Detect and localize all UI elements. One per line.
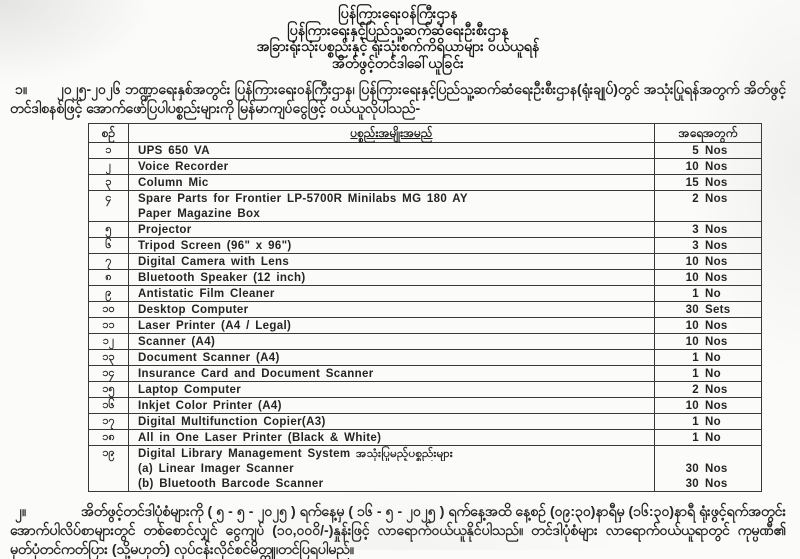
row-item-name: Bluetooth Speaker (12 inch) [129,270,655,286]
row-serial-number: ၃ [89,175,129,191]
table-row [89,318,762,334]
table-header-quantity: အရေအတွက် [655,124,762,143]
table-row [89,398,762,414]
table-row [89,302,762,318]
row-item-name: Laptop Computer [129,382,655,398]
title-line-purpose: အခြားရုံးသုံးပစ္စည်းနှင့် ရုံးသုံးစက်ကိရိယာများ ဝယ်ယူရန် [256,38,540,54]
title-line-department: ပြန်ကြားရေးနှင့်ပြည်သူ့ဆက်ဆံရေးဦးစီးဌာန [287,21,509,38]
row-quantity: 30 Nos 30 Nos [655,446,762,492]
row-quantity: 2 Nos [655,191,762,222]
row-serial-number: ၁၂ [89,334,129,350]
row-item-name: UPS 650 VA [129,143,655,159]
row-quantity: 1 No [655,366,762,382]
row-quantity: 10 Nos [655,159,762,175]
table-row [89,175,762,191]
row-quantity: 3 Nos [655,238,762,254]
row-quantity: 1 No [655,286,762,302]
row-serial-number: ၁၈ [89,430,129,446]
row-quantity: 2 Nos [655,382,762,398]
row-serial-number: ၆ [89,238,129,254]
row-serial-number: ၁၅ [89,382,129,398]
row-item-name: Inkjet Color Printer (A4) [129,398,655,414]
paragraph-1-text: ၂၀၂၅-၂၀၂၆ ဘဏ္ဍာရေးနှစ်အတွင်း ပြန်ကြားရေးဝန်ကြီးဌာန၊ ပြန်ကြားရေးနှင့်ပြည်သူ့ဆက်ဆံရေးဦးစီးဌာန(ရုံးချုပ်)တွင် အသုံးပြုရန်အတွက် အိတ်ဖွင့်တင်ဒါစနစ်ဖြင့် အောက်ဖော်ပြပါပစ္စည်းများကို မြန်မာကျပ်ငွေဖြင့် ဝယ်ယူလိုပါသည်- [10,81,786,116]
title-line-ministry: ပြန်ကြားရေးဝန်ကြီးဌာန [338,5,458,21]
paragraph-1 [10,80,786,118]
row-quantity: 10 Nos [655,318,762,334]
row-item-name: Desktop Computer [129,302,655,318]
row-item-name: Spare Parts for Frontier LP-5700R Minilabs MG 180 AY Paper Magazine Box [129,191,655,222]
row-item-name: Laser Printer (A4 / Legal) [129,318,655,334]
row-item-name: Column Mic [129,175,655,191]
table-row [89,350,762,366]
table-row [89,446,762,492]
document-title-block [10,5,786,71]
row-serial-number: ၁၀ [89,302,129,318]
paragraph-2-number: ၂။ [15,503,27,519]
row-item-name: Voice Recorder [129,159,655,175]
row-serial-number: ၁၆ [89,398,129,414]
row-quantity: 5 Nos [655,143,762,159]
table-row [89,334,762,350]
row-quantity: 15 Nos [655,175,762,191]
row-quantity: 10 Nos [655,270,762,286]
row-quantity: 10 Nos [655,334,762,350]
row-serial-number: ၁၉ [89,446,129,492]
row-quantity: 10 Nos [655,398,762,414]
row-serial-number: ၁၃ [89,350,129,366]
row-item-name: Digital Library Management System အသုံးပြုမည့်ပစ္စည်းများ (a) Linear Imager Scanner (b) Bluetooth Barcode Scanner [129,446,655,492]
table-row [89,254,762,270]
row-item-name: Tripod Screen (96" x 96") [129,238,655,254]
row-item-name: Projector [129,222,655,238]
table-row [89,143,762,159]
row-item-name: Scanner (A4) [129,334,655,350]
row-item-name: Digital Camera with Lens [129,254,655,270]
table-row [89,382,762,398]
row-quantity: 30 Sets [655,302,762,318]
table-row [89,366,762,382]
row-quantity: 1 No [655,414,762,430]
table-row [89,286,762,302]
paragraph-2-text: အိတ်ဖွင့်တင်ဒါပုံစံများကို ( ၅ - ၅ - ၂၀၂၅ ) ရက်နေ့မှ ( ၁၆ - ၅ - ၂၀၂၅ ) ရက်နေ့အထိ နေ့စဉ် (၀၉:၃၀)နာရီမှ (၁၆:၃၀)နာရီ ရုံးဖွင့်ရက်အတွင်း အောက်ပါလိပ်စာများတွင် တစ်စောင်လျှင် ငွေကျပ် (၁၀,၀၀၀ိ/-)နှုန်းဖြင့် လာရောက်ဝယ်ယူနိုင်ပါသည်။ တင်ဒါပုံစံများ လာရောက်ဝယ်ယူရာတွင် ကုမ္ပဏီ၏ မှတ်ပုံတင်ကတ်ပြား (သို့မဟုတ်) လုပ်ငန်းလိုင်စင်မိတ္တူ၊တင်ပြရပါမည်။ [10,503,786,557]
table-row [89,222,762,238]
row-item-name: Document Scanner (A4) [129,350,655,366]
table-row [89,270,762,286]
row-serial-number: ၁၇ [89,414,129,430]
title-line-tender-call: အိတ်ဖွင့်တင်ဒါခေါ်ယူခြင်း [332,54,464,71]
row-serial-number: ၂ [89,159,129,175]
row-serial-number: ၉ [89,286,129,302]
row-item-name: All in One Laser Printer (Black & White) [129,430,655,446]
paragraph-2 [10,502,786,559]
row-serial-number: ၈ [89,270,129,286]
row-serial-number: ၁ [89,143,129,159]
row-serial-number: ၅ [89,222,129,238]
table-header-row [89,124,762,143]
table-header-item: ပစ္စည်းအမျိုးအမည် [129,124,655,143]
table-row [89,159,762,175]
row-serial-number: ၁၄ [89,366,129,382]
row-quantity: 3 Nos [655,222,762,238]
row-item-name: Antistatic Film Cleaner [129,286,655,302]
row-quantity: 1 No [655,430,762,446]
table-row [89,191,762,222]
table-row [89,238,762,254]
table-row [89,430,762,446]
table-header-serial: စဉ် [89,124,129,143]
row-serial-number: ၁၁ [89,318,129,334]
table-row [89,414,762,430]
row-quantity: 10 Nos [655,254,762,270]
row-item-name: Insurance Card and Document Scanner [129,366,655,382]
row-serial-number: ၇ [89,254,129,270]
row-serial-number: ၄ [89,191,129,222]
row-item-name: Digital Multifunction Copier(A3) [129,414,655,430]
row-quantity: 1 No [655,350,762,366]
items-table [88,123,762,492]
paragraph-1-number: ၁။ [15,81,28,97]
